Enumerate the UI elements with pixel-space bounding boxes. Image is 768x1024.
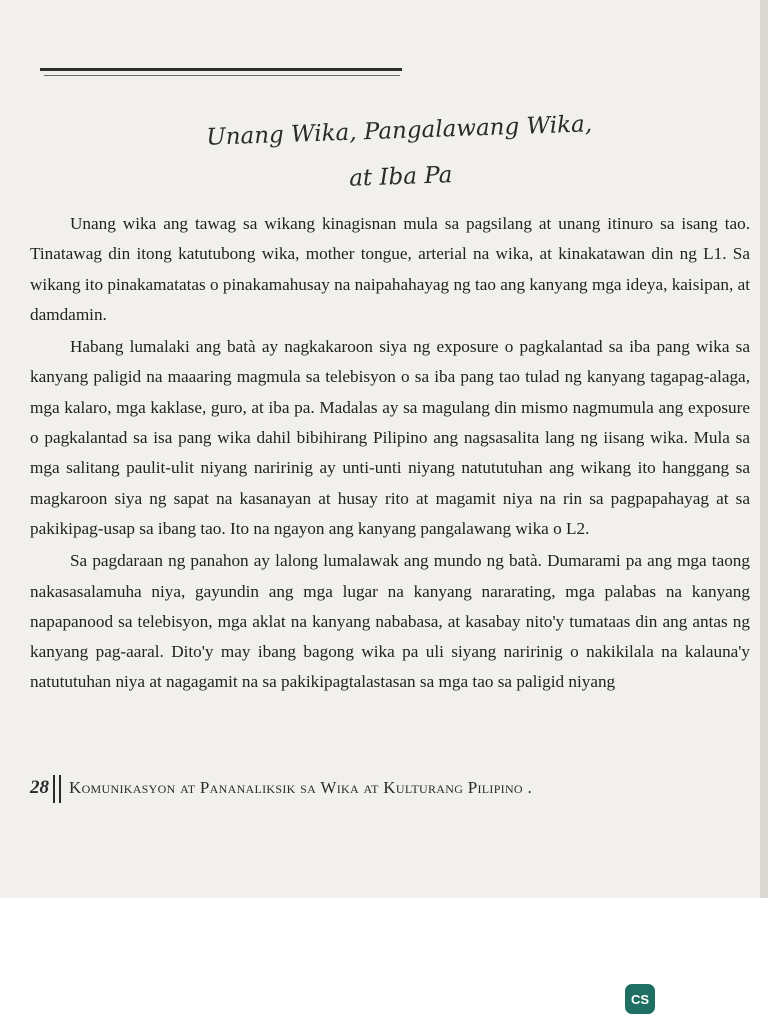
- logo-label: CS: [630, 991, 650, 1007]
- section-title: [149, 99, 652, 208]
- page-number: 28: [30, 777, 49, 798]
- paragraph-2: Habang lumalaki ang batà ay nagkakaroon siya ng exposure o pagkalantad sa iba pang wika sa kanyang paligid na maaaring magmula sa telebisyon o sa iba pang tao tulad ng kanyang tagapag-alaga, mga kalaro, mga kaklase, guro, at iba pa. Madalas ay sa magulang din mismo nagmumula ang exposure o pagkalantad sa isa pang wika dahil bibihirang Pilipino ang nagsasalita lang ng iisang wika. Mula sa mga salitang paulit-ulit niyang naririnig ay unti-unti niyang natututuhan ang wikang ito hanggang sa magkaroon siya ng sapat na kasanayan at husay rito at magamit niya na rin sa pagpapahayag at sa pakikipag-usap sa ibang tao. Ito na ngayon ang kanyang pangalawang wika o L2.: [30, 337, 750, 538]
- footer-divider: [53, 775, 61, 803]
- title-line-1: Unang Wika, Pangalawang Wika,: [205, 111, 593, 151]
- title-line-2: at Iba Pa: [348, 162, 453, 192]
- paragraph-1: Unang wika ang tawag sa wikang kinagisnan mula sa pagsilang at unang itinuro sa isang tao. Tinatawag din itong katutubong wika, mother tongue, arterial na wika, at kinakatawan din ng L1. Sa wikang ito pinakamatatas o pinakamahusay na naipahahayag ng tao ang kanyang mga ideya, kaisipan, at damdamin.: [30, 214, 750, 324]
- top-rule: [40, 68, 402, 71]
- paragraph-3: Sa pagdaraan ng panahon ay lalong lumalawak ang mundo ng batà. Dumarami pa ang mga taong nakasasalamuha niya, gayundin ang mga lugar na kanyang nararating, mga palabas na kanyang napapanood sa telebisyon, mga aklat na kanyang nababasa, at kasabay nito'y tumataas din ang antas ng kanyang pag-aaral. Dito'y may ibang bagong wika pa uli siyang naririnig o nakikilala na kalauna'y natututuhan niya at nagagamit na sa pakikipagtalastasan sa mga tao sa paligid niyang: [30, 551, 750, 692]
- body-text: [30, 209, 750, 698]
- page-edge-shadow: [760, 0, 768, 898]
- camscanner-logo-icon: [625, 984, 655, 1014]
- series-title: Komunikasyon at Pananaliksik sa Wika at Kulturang Pilipino .: [69, 778, 532, 797]
- top-rule-thin: [44, 75, 400, 76]
- page-footer: [30, 775, 760, 803]
